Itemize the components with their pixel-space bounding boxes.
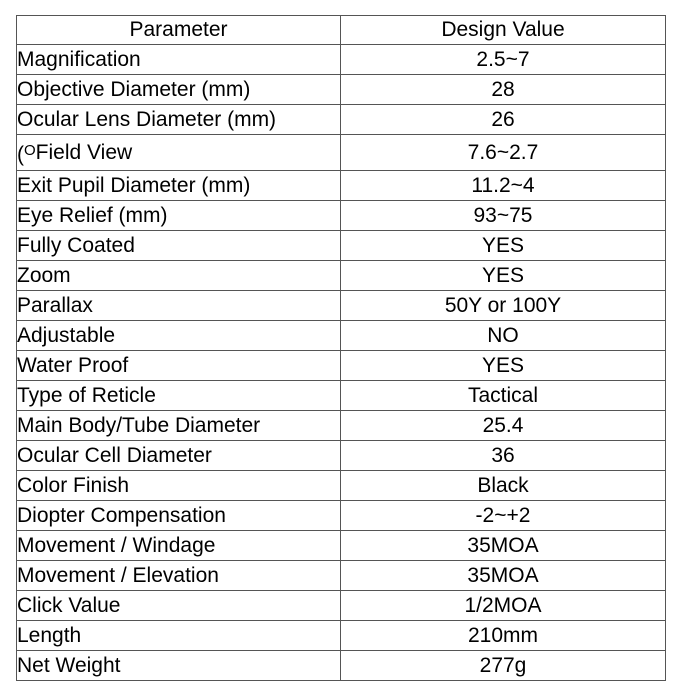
row-parameter: Ocular Lens Diameter (mm)	[17, 105, 341, 135]
table-row	[17, 75, 666, 105]
row-value: 2.5~7	[341, 45, 666, 75]
row-parameter: Exit Pupil Diameter (mm)	[17, 171, 341, 201]
table-row	[17, 441, 666, 471]
row-value: 26	[341, 105, 666, 135]
row-value: 277g	[341, 651, 666, 681]
table-row	[17, 381, 666, 411]
table-row	[17, 45, 666, 75]
table-row	[17, 471, 666, 501]
row-parameter: Magnification	[17, 45, 341, 75]
row-value: 93~75	[341, 201, 666, 231]
row-parameter: Net Weight	[17, 651, 341, 681]
table-row	[17, 411, 666, 441]
table-row	[17, 171, 666, 201]
field-view-label: Field View	[35, 141, 133, 164]
row-parameter: Type of Reticle	[17, 381, 341, 411]
row-value: 35MOA	[341, 561, 666, 591]
row-value: 210mm	[341, 621, 666, 651]
row-value: -2~+2	[341, 501, 666, 531]
row-value: 7.6~2.7	[341, 135, 666, 171]
table-row	[17, 231, 666, 261]
row-parameter: Movement / Elevation	[17, 561, 341, 591]
table-row	[17, 321, 666, 351]
row-parameter: Zoom	[17, 261, 341, 291]
table-row	[17, 291, 666, 321]
row-value: Tactical	[341, 381, 666, 411]
table-row	[17, 135, 666, 171]
row-value: 1/2MOA	[341, 591, 666, 621]
row-value: 36	[341, 441, 666, 471]
row-parameter: Length	[17, 621, 341, 651]
row-parameter: Main Body/Tube Diameter	[17, 411, 341, 441]
row-parameter-field-view	[17, 135, 341, 171]
table-header-row	[17, 16, 666, 45]
table-row	[17, 651, 666, 681]
header-parameter: Parameter	[17, 16, 341, 45]
row-value: 50Y or 100Y	[341, 291, 666, 321]
table-row	[17, 621, 666, 651]
row-parameter: Ocular Cell Diameter	[17, 441, 341, 471]
table-row	[17, 261, 666, 291]
row-value: 35MOA	[341, 531, 666, 561]
degree-symbol: O	[24, 142, 36, 159]
row-parameter: Objective Diameter (mm)	[17, 75, 341, 105]
row-value: Black	[341, 471, 666, 501]
row-parameter: Click Value	[17, 591, 341, 621]
table-row	[17, 531, 666, 561]
row-value: 11.2~4	[341, 171, 666, 201]
spec-table	[16, 15, 666, 681]
table-row	[17, 591, 666, 621]
row-value: YES	[341, 351, 666, 381]
field-view-paren: (	[17, 143, 24, 166]
row-parameter: Diopter Compensation	[17, 501, 341, 531]
table-row	[17, 105, 666, 135]
row-value: 28	[341, 75, 666, 105]
table-row	[17, 201, 666, 231]
table-row	[17, 501, 666, 531]
row-value: 25.4	[341, 411, 666, 441]
table-row	[17, 351, 666, 381]
header-design-value: Design Value	[341, 16, 666, 45]
row-value: NO	[341, 321, 666, 351]
table-row	[17, 561, 666, 591]
row-parameter: Movement / Windage	[17, 531, 341, 561]
row-parameter: Eye Relief (mm)	[17, 201, 341, 231]
row-parameter: Adjustable	[17, 321, 341, 351]
field-view-prefix	[17, 143, 36, 166]
row-value: YES	[341, 261, 666, 291]
row-parameter: Fully Coated	[17, 231, 341, 261]
row-parameter: Water Proof	[17, 351, 341, 381]
row-parameter: Parallax	[17, 291, 341, 321]
row-parameter: Color Finish	[17, 471, 341, 501]
row-value: YES	[341, 231, 666, 261]
